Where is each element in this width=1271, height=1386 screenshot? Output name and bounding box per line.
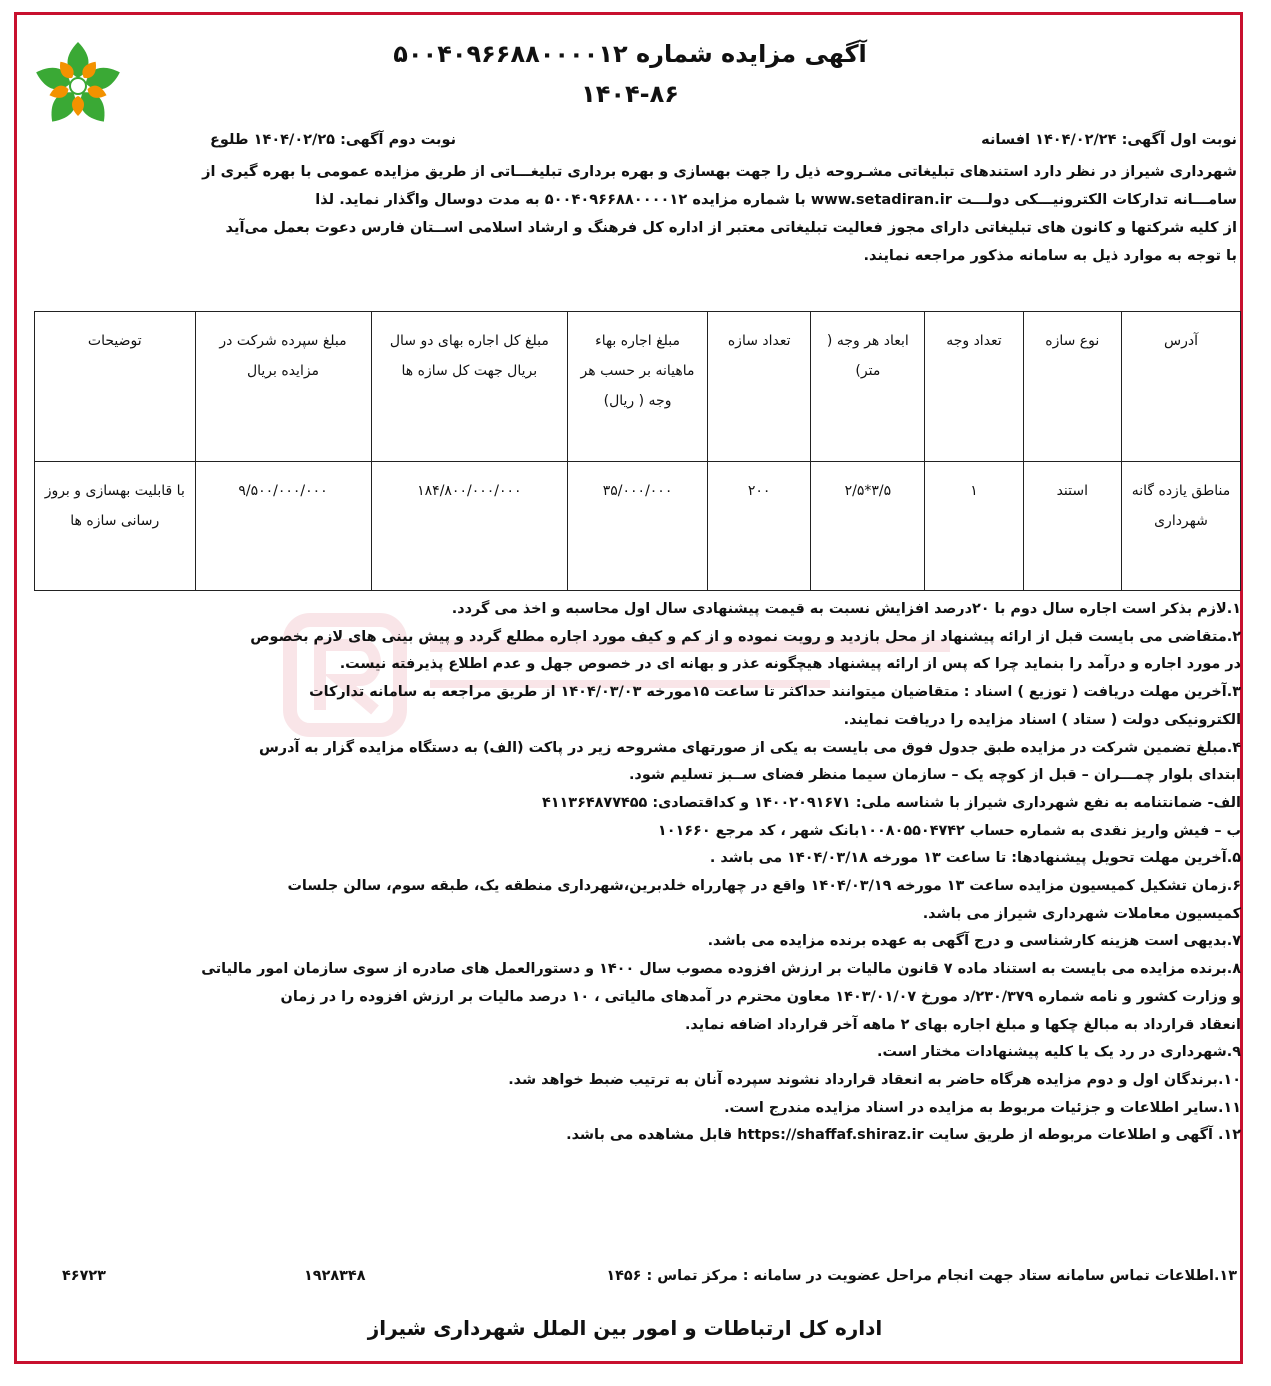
contact-phone: ۱۹۲۸۳۴۸	[304, 1268, 366, 1284]
col-face-count: تعداد وجه	[925, 312, 1023, 462]
col-structure-count: تعداد سازه	[707, 312, 811, 462]
condition-line: انعقاد قرارداد به مبالغ چکها و مبلغ اجاره بهای ۲ ماهه آخر قرارداد اضافه نماید.	[684, 1016, 1241, 1033]
condition-line: ۵.آخرین مهلت تحویل پیشنهادها: تا ساعت ۱۳ مورخه ۱۴۰۴/۰۳/۱۸ می باشد .	[709, 850, 1241, 867]
intro-paragraph	[34, 158, 1237, 270]
footer-signature: اداره کل ارتباطات و امور بین الملل شهرداری شیراز	[367, 1316, 883, 1340]
conditions-list	[34, 596, 1241, 1150]
condition-line: ۱۰.برندگان اول و دوم مزایده هرگاه حاضر به انعقاد قرارداد نشوند سپرده آنان به ترتیب ضبط خواهد شد.	[508, 1071, 1241, 1088]
intro-line: سامـــانه تدارکات الکترونیـــکی دولـــت www.setadiran.ir با شماره مزایده ۵۰۰۴۰۹۶۶۸۸۰۰۰۰۱۲ به مدت دوسال واگذار نماید. لذا	[315, 191, 1237, 208]
table-header-row	[35, 312, 1241, 462]
col-deposit: مبلغ سپرده شرکت در مزایده بریال	[195, 312, 371, 462]
condition-line: الکترونیکی دولت ( ستاد ) اسناد مزایده را دریافت نمایند.	[843, 711, 1241, 728]
condition-line: ۱.لازم بذکر است اجاره سال دوم با ۲۰درصد افزایش نسبت به قیمت پیشنهادی سال اول محاسبه و اخذ می گردد.	[451, 601, 1241, 617]
condition-line: ۹.شهرداری در رد یک یا کلیه پیشنهادات مختار است.	[877, 1044, 1241, 1061]
cell-structure-type: استند	[1023, 462, 1121, 591]
col-dimensions: ابعاد هر وجه ( متر)	[811, 312, 925, 462]
condition-line: ۱۱.سایر اطلاعات و جزئیات مربوط به مزایده در اسناد مزایده مندرج است.	[724, 1099, 1241, 1116]
contact-line	[34, 1268, 1237, 1296]
condition-line: ۷.بدیهی است هزینه کارشناسی و درج آگهی به عهده برنده مزایده می باشد.	[707, 933, 1241, 950]
condition-line: کمیسیون معاملات شهرداری شیراز می باشد.	[922, 905, 1241, 922]
intro-line: با توجه به موارد ذیل به سامانه مذکور مراجعه نمایند.	[863, 247, 1237, 264]
second-issue-date: نوبت دوم آگهی: ۱۴۰۴/۰۲/۲۵ طلوع	[210, 132, 457, 148]
condition-line: ۶.زمان تشکیل کمیسیون مزایده ساعت ۱۳ مورخه ۱۴۰۴/۰۳/۱۹ واقع در چهارراه خلدبرین،شهرداری منطقه یک، طبقه سوم، سالن جلسات	[287, 878, 1241, 895]
cell-total-rent: ۱۸۴/۸۰۰/۰۰۰/۰۰۰	[371, 462, 568, 591]
condition-line: ۱۲. آگهی و اطلاعات مربوطه از طریق سایت https://shaffaf.shiraz.ir قابل مشاهده می باشد.	[566, 1127, 1241, 1144]
condition-line: الف- ضمانتنامه به نفع شهرداری شیراز با شناسه ملی: ۱۴۰۰۲۰۹۱۶۷۱ و کداقتصادی: ۴۱۱۳۶۴۸۷۷۴۵۵	[541, 794, 1241, 811]
first-issue-date: نوبت اول آگهی: ۱۴۰۴/۰۲/۲۴ افسانه	[981, 132, 1237, 148]
condition-line: ۳.آخرین مهلت دریافت ( توزیع ) اسناد : متقاضیان میتوانند حداکثر تا ساعت ۱۵مورخه ۱۴۰۴/۰۳/۰۳ از طریق مراجعه به سامانه تدارکات	[309, 684, 1241, 701]
auction-title: آگهی مزایده شماره ۵۰۰۴۰۹۶۶۸۸۰۰۰۰۱۲	[393, 40, 867, 68]
condition-line: ۲.متقاضی می بایست قبل از ارائه پیشنهاد از محل بازدید و رویت نموده و از کم و کیف مورد اجاره مطلع گردد و پیش بینی های لازم بخصوص	[250, 628, 1241, 645]
col-total-rent: مبلغ کل اجاره بهای دو سال بریال جهت کل سازه ها	[371, 312, 568, 462]
intro-line: شهرداری شیراز در نظر دارد استندهای تبلیغاتی مشـروحه ذیل را جهت بهسازی و بهره برداری تبلیغـــاتی از طریق مزایده عمومی با بهره گیری از	[202, 163, 1237, 180]
table-row	[35, 462, 1241, 591]
intro-line: از کلیه شرکتها و کانون های تبلیغاتی دارای مجوز فعالیت تبلیغاتی معتبر از اداره کل فرهنگ و ارشاد اسلامی اســتان فارس دعوت بعمل می‌آید	[225, 219, 1237, 236]
contact-label: ۱۳.اطلاعات تماس سامانه ستاد جهت انجام مراحل عضویت در سامانه : مرکز تماس : ۱۴۵۶	[606, 1268, 1237, 1284]
cell-structure-count: ۲۰۰	[707, 462, 811, 591]
condition-line: ابتدای بلوار چمـــران – قبل از کوچه یک – سازمان سیما منظر فضای ســبز تسلیم شود.	[628, 767, 1241, 784]
condition-line: ۸.برنده مزایده می بایست به استناد ماده ۷ قانون مالیات بر ارزش افزوده مصوب سال ۱۴۰۰ و دستورالعمل های صادره از سوی سازمان امور مالیاتی	[201, 961, 1241, 978]
condition-line: و وزارت کشور و نامه شماره ۲۳۰/۳۷۹/د مورخ ۱۴۰۳/۰۱/۰۷ معاون محترم در آمدهای مالیاتی ، ۱۰ درصد مالیات بر ارزش افزوده را در زمان	[280, 988, 1241, 1005]
auction-code: ۱۴۰۴-۸۶	[581, 80, 679, 108]
cell-monthly-rent: ۳۵/۰۰۰/۰۰۰	[568, 462, 708, 591]
col-monthly-rent: مبلغ اجاره بهاء ماهیانه بر حسب هر وجه ( ریال)	[568, 312, 708, 462]
col-description: توضیحات	[35, 312, 196, 462]
cell-deposit: ۹/۵۰۰/۰۰۰/۰۰۰	[195, 462, 371, 591]
condition-line: ب – فیش واریز نقدی به شماره حساب ۱۰۰۸۰۵۵۰۴۷۴۲بانک شهر ، کد مرجع ۱۰۱۶۶۰	[657, 822, 1241, 839]
condition-line: در مورد اجاره و درآمد را بنماید چرا که پس از ارائه پیشنهاد هیچگونه عذر و بهانه ای در خصوص جهل و عدم اطلاع پذیرفته نیست.	[339, 656, 1241, 673]
col-structure-type: نوع سازه	[1023, 312, 1121, 462]
stand-table	[34, 311, 1241, 591]
shiraz-municipality-logo	[28, 36, 128, 136]
col-address: آدرس	[1121, 312, 1240, 462]
cell-dimensions: ۳/۵*۲/۵	[811, 462, 925, 591]
cell-face-count: ۱	[925, 462, 1023, 591]
ad-code: ۴۶۷۲۳	[62, 1268, 106, 1284]
cell-description: با قابلیت بهسازی و بروز رسانی سازه ها	[35, 462, 196, 591]
cell-address: مناطق یازده گانه شهرداری	[1121, 462, 1240, 591]
condition-line: ۴.مبلغ تضمین شرکت در مزایده طبق جدول فوق می بایست به یکی از صورتهای مشروحه زیر در پاکت (الف) به دستگاه مزایده گزار به آدرس	[258, 739, 1241, 756]
